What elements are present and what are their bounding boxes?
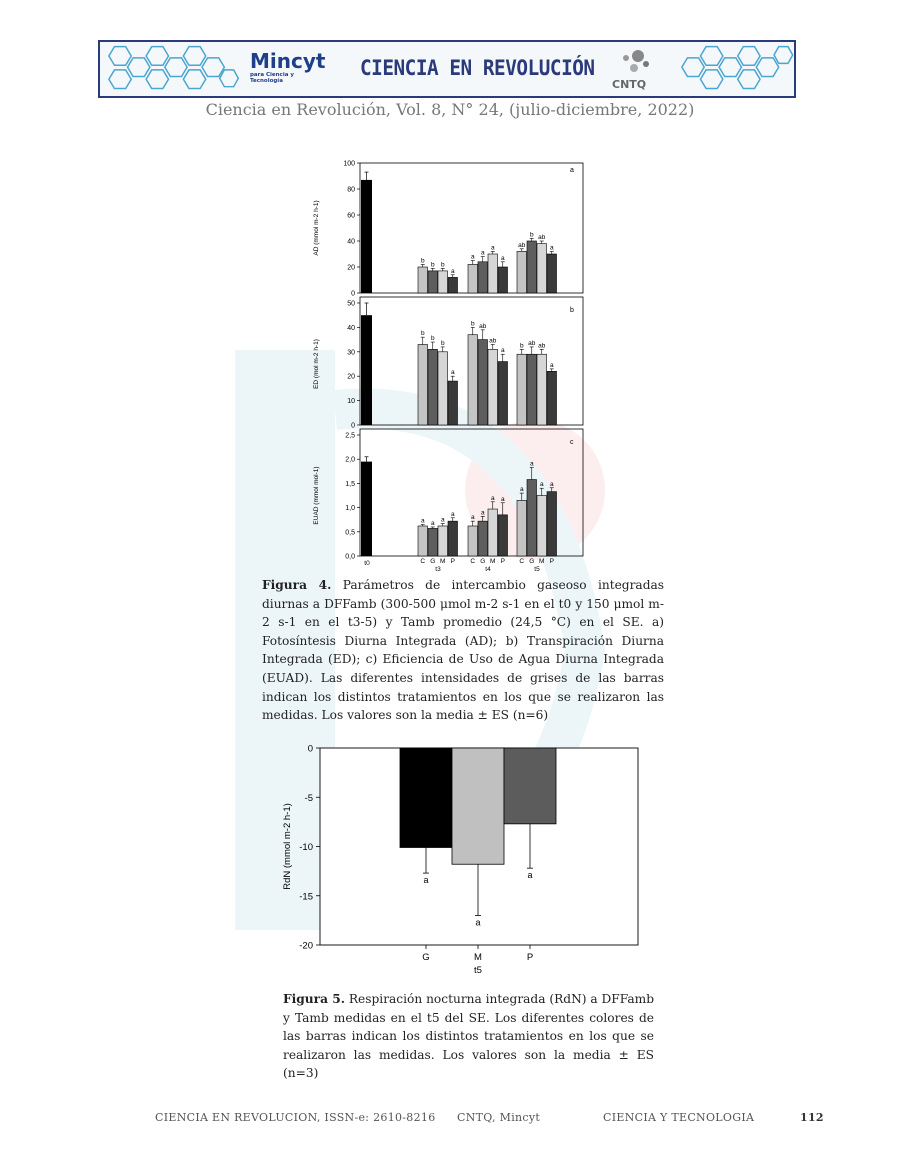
significance-letter: a	[527, 870, 533, 881]
significance-letter: a	[500, 254, 505, 262]
significance-letter: ab	[479, 322, 487, 330]
bar-M-t4	[488, 254, 498, 293]
x-tick-label-M: M	[539, 558, 545, 565]
panel-letter: a	[570, 167, 574, 174]
significance-letter: a	[430, 519, 435, 527]
significance-letter: ab	[518, 241, 526, 249]
significance-letter: b	[440, 261, 445, 269]
significance-letter: b	[420, 330, 425, 338]
y-tick-label: 80	[347, 186, 355, 194]
bar-M-t4	[488, 509, 498, 556]
bar-C-t4	[468, 335, 478, 425]
figure-5-caption-text: Respiración nocturna integrada (RdN) a DFFamb y Tamb medidas en el t5 del SE. Los diferentes colores de las barras indican los distintos tratamientos en los que se realizaron las medidas. Los valores son la media ± ES (n=3)	[283, 992, 655, 1081]
significance-letter: b	[430, 335, 435, 343]
significance-letter: ab	[528, 339, 536, 347]
bar-G-t5	[527, 241, 537, 293]
x-tick-label-P: P	[500, 558, 505, 565]
significance-letter: ab	[489, 337, 497, 345]
y-axis-label: RdN (mmol m-2 h-1)	[282, 803, 293, 890]
bar-C-t5	[517, 500, 527, 556]
bar-P-t4	[498, 515, 508, 556]
significance-letter: a	[480, 249, 485, 257]
figure-5-caption-label: Figura 5.	[283, 992, 345, 1006]
y-tick-label: 0	[351, 290, 355, 298]
figure-5-caption	[283, 990, 654, 1083]
y-tick-label: 50	[347, 300, 355, 308]
significance-letter: a	[549, 244, 554, 252]
significance-letter: a	[423, 875, 429, 886]
figure-4-chart	[300, 155, 600, 575]
significance-letter: b	[430, 261, 435, 269]
y-tick-label: 0,5	[345, 529, 355, 537]
x-tick-label-G: G	[422, 952, 430, 963]
y-tick-label: 60	[347, 212, 355, 220]
footer-journal-issn: CIENCIA EN REVOLUCION, ISSN-e: 2610-8216	[155, 1111, 436, 1124]
y-tick-label: 1,0	[345, 505, 355, 513]
figure-5-chart	[270, 738, 650, 978]
significance-letter: b	[420, 257, 425, 265]
y-axis-label: ED (mol m-2 h-1)	[313, 339, 320, 389]
y-axis-label: AD (mmol m-2 h-1)	[313, 200, 320, 256]
bar-P-t5	[547, 492, 557, 556]
y-tick-label: 20	[347, 264, 355, 272]
bar-C-t5	[517, 354, 527, 425]
bar-M-t5	[537, 244, 547, 293]
x-group-label: t4	[485, 566, 491, 573]
t0-bar	[361, 315, 372, 425]
bar-G-t3	[428, 349, 438, 425]
significance-letter: a	[420, 517, 425, 525]
y-tick-label: 10	[347, 398, 355, 406]
bar-G-t4	[478, 262, 488, 293]
y-axis-label: EUAD (mmol mol-1)	[313, 466, 320, 525]
significance-letter: a	[549, 361, 554, 369]
significance-letter: a	[470, 514, 475, 522]
journal-title: CIENCIA EN REVOLUCIÓN	[360, 56, 595, 80]
figure-4-caption-text: Parámetros de intercambio gaseoso integradas diurnas a DFFamb (300-500 μmol m-2 s-1 en el t0 y 150 μmol m-2 s-1 en el t3-5) y Tamb promedio (24,5 °C) en el SE. a) Fotosíntesis Diurna Integrada (AD); b) Transpiración Diurna Integrada (ED); c) Eficiencia de Uso de Agua Diurna Integrada (EUAD). Las diferentes intensidades de grises de las barras indican los distintos tratamientos en los que se realizaron las medidas. Los valores son la media ± ES (n=6)	[262, 578, 665, 723]
y-tick-label: 0	[351, 422, 355, 430]
significance-letter: b	[529, 231, 534, 239]
bar-M-t4	[488, 349, 498, 425]
footer-section: CIENCIA Y TECNOLOGIA	[603, 1111, 755, 1124]
significance-letter: a	[529, 460, 534, 468]
bar-G-t4	[478, 340, 488, 425]
x-tick-label-P: P	[549, 558, 554, 565]
significance-letter: b	[470, 320, 475, 328]
significance-letter: a	[539, 481, 544, 489]
y-tick-label: 0,0	[345, 553, 355, 561]
y-tick-label: 40	[347, 324, 355, 332]
panel-c	[313, 429, 583, 561]
bar-P-t3	[448, 277, 458, 293]
x-tick-label-G: G	[529, 558, 535, 565]
x-tick-label-P: P	[526, 952, 534, 963]
bar-G-t3	[428, 271, 438, 293]
bar-C-t3	[418, 344, 428, 425]
panel-letter: c	[570, 439, 574, 446]
hexagon-pattern-left	[100, 42, 250, 96]
y-tick-label: 40	[347, 238, 355, 246]
t0-bar	[361, 462, 372, 556]
bar-M-t5	[537, 354, 547, 425]
panel-b	[313, 297, 583, 430]
mincyt-logo: Mincyt para Ciencia y Tecnología	[250, 49, 326, 84]
x-group-label: t3	[435, 566, 441, 573]
significance-letter: a	[450, 369, 455, 377]
y-tick-label: 0	[307, 743, 313, 755]
bar-G-t4	[478, 521, 488, 556]
footer-publisher: CNTQ, Mincyt	[457, 1111, 541, 1124]
bar-M-t3	[438, 526, 448, 556]
significance-letter: a	[549, 480, 554, 488]
figure-4-caption-label: Figura 4.	[262, 578, 332, 592]
bar-C-t3	[418, 267, 428, 293]
figure-4-caption	[262, 576, 664, 725]
y-tick-label: -20	[299, 940, 313, 952]
significance-letter: a	[519, 486, 524, 494]
significance-letter: b	[440, 339, 445, 347]
y-tick-label: 2,0	[345, 456, 355, 464]
journal-header-banner	[98, 40, 796, 98]
bar-P-t3	[448, 381, 458, 425]
x-group-label: t5	[474, 965, 482, 976]
t0-bar	[361, 180, 372, 293]
panel-letter: b	[570, 307, 574, 314]
cntq-logo: CNTQ	[612, 48, 662, 92]
bar-P-t5	[547, 254, 557, 293]
bar-P-t5	[547, 371, 557, 425]
bar-C-t5	[517, 251, 527, 293]
significance-letter: a	[480, 509, 485, 517]
significance-letter: ab	[538, 342, 546, 350]
footer-page-number: 112	[800, 1111, 824, 1124]
significance-letter: a	[450, 267, 455, 275]
bar-P-t3	[448, 521, 458, 556]
significance-letter: a	[500, 495, 505, 503]
x-label-t0: t0	[364, 560, 370, 567]
y-tick-label: 100	[343, 160, 355, 168]
x-tick-label-G: G	[480, 558, 486, 565]
bar-C-t4	[468, 526, 478, 556]
x-tick-label-C: C	[519, 558, 525, 565]
panel-a	[313, 161, 583, 298]
significance-letter: b	[519, 342, 524, 350]
x-tick-label-P: P	[450, 558, 455, 565]
bar-C-t4	[468, 264, 478, 293]
molecule-icon	[612, 48, 662, 78]
bar-M-t5	[537, 496, 547, 557]
significance-letter: a	[490, 244, 495, 252]
significance-letter: a	[470, 253, 475, 261]
x-tick-label-M: M	[440, 558, 446, 565]
bar-G-t5	[527, 354, 537, 425]
y-tick-label: 20	[347, 373, 355, 381]
significance-letter: a	[440, 516, 445, 524]
bar-P-t4	[498, 362, 508, 425]
x-tick-label-M: M	[474, 952, 482, 963]
significance-letter: a	[450, 510, 455, 518]
bar-G	[400, 748, 452, 847]
bar-C-t3	[418, 526, 428, 556]
significance-letter: a	[500, 347, 505, 355]
x-tick-label-G: G	[430, 558, 436, 565]
y-tick-label: -10	[299, 842, 313, 853]
y-tick-label: 1,5	[345, 480, 355, 488]
bar-M-t3	[438, 271, 448, 293]
bar-M-t3	[438, 352, 448, 425]
x-group-label: t5	[534, 566, 540, 573]
significance-letter: ab	[538, 234, 546, 241]
significance-letter: a	[475, 917, 481, 928]
bar-P-t4	[498, 267, 508, 293]
bar-G-t5	[527, 480, 537, 556]
y-tick-label: 30	[347, 349, 355, 357]
hexagon-pattern-right	[674, 42, 794, 96]
bar-G-t3	[428, 528, 438, 556]
y-tick-label: 2,5	[345, 432, 355, 440]
x-tick-label-C: C	[420, 558, 426, 565]
journal-citation-line: Ciencia en Revolución, Vol. 8, N° 24, (julio-diciembre, 2022)	[205, 100, 695, 119]
y-tick-label: -15	[299, 891, 313, 903]
bar-P	[504, 748, 556, 824]
x-tick-label-C: C	[470, 558, 476, 565]
y-tick-label: -5	[304, 792, 313, 804]
x-tick-label-M: M	[490, 558, 496, 565]
significance-letter: a	[490, 494, 495, 502]
bar-M	[452, 748, 504, 864]
